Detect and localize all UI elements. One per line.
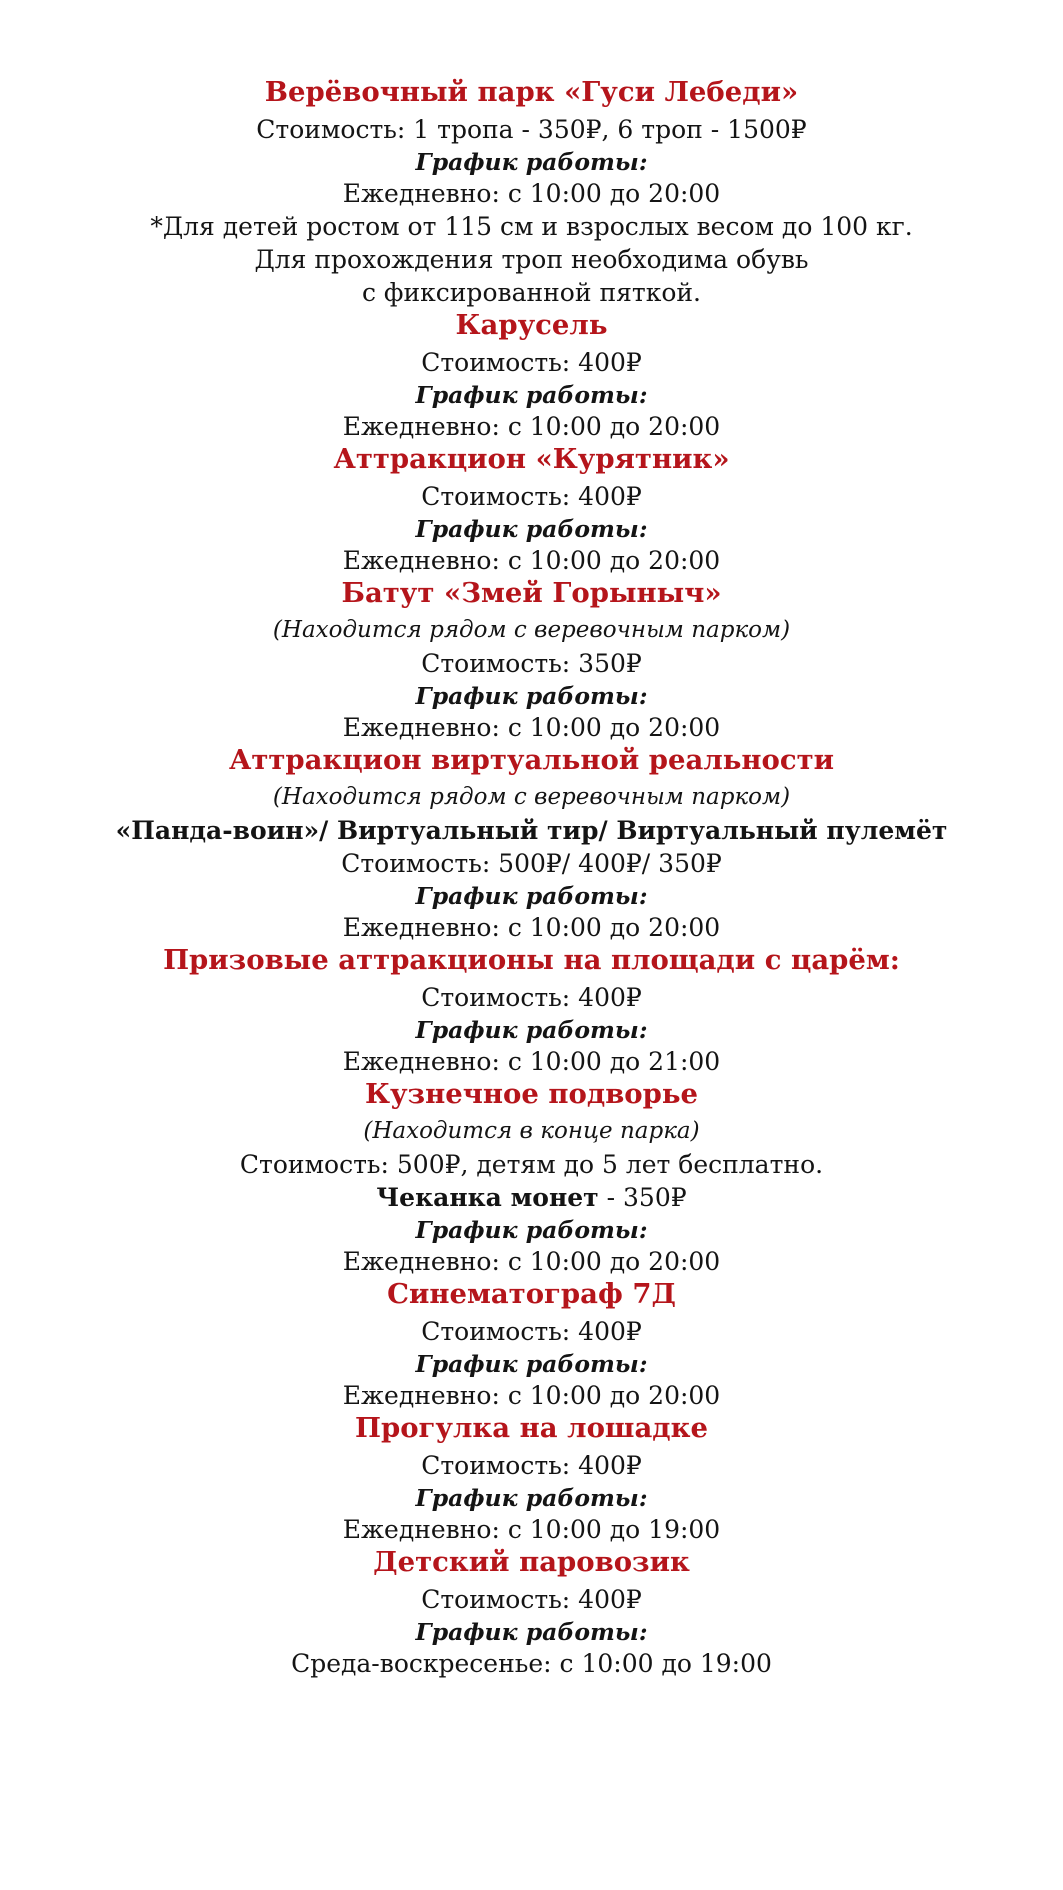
schedule-label: График работы: (415, 1484, 648, 1512)
price-text: Стоимость: 400₽ (421, 482, 642, 511)
section-title: Верёвочный парк «Гуси Лебеди» (264, 76, 799, 108)
hours-text: Ежедневно: с 10:00 до 19:00 (342, 1515, 721, 1544)
section-cinematograph (0, 1278, 1063, 1412)
section-title: Прогулка на лошадке (355, 1412, 708, 1444)
hours-text: Среда-воскресенье: с 10:00 до 19:00 (291, 1649, 772, 1678)
price-text: Стоимость: 400₽ (421, 1451, 642, 1480)
price-text: Стоимость: 400₽ (421, 983, 642, 1012)
section-title: Кузнечное подворье (364, 1078, 699, 1110)
section-chicken-coop (0, 443, 1063, 577)
section-pony-ride (0, 1412, 1063, 1546)
hours-text: Ежедневно: с 10:00 до 20:00 (342, 1381, 721, 1410)
section-title: Батут «Змей Горыныч» (341, 577, 722, 609)
location-note: (Находится в конце парка) (363, 1118, 700, 1144)
schedule-label: График работы: (415, 1350, 648, 1378)
hours-text: Ежедневно: с 10:00 до 20:00 (342, 713, 721, 742)
hours-text: Ежедневно: с 10:00 до 20:00 (342, 913, 721, 942)
section-blacksmith-yard (0, 1078, 1063, 1278)
section-title: Призовые аттракционы на площади с царём: (163, 944, 900, 976)
hours-text: Ежедневно: с 10:00 до 20:00 (342, 179, 721, 208)
schedule-label: График работы: (415, 515, 648, 543)
price-text: Стоимость: 400₽ (421, 1317, 642, 1346)
hours-text: Ежедневно: с 10:00 до 20:00 (342, 1247, 721, 1276)
price-text: Стоимость: 400₽ (421, 348, 642, 377)
price-text: Стоимость: 400₽ (421, 1585, 642, 1614)
section-trampoline (0, 577, 1063, 744)
price-text: Стоимость: 500₽, детям до 5 лет бесплатно. (239, 1150, 824, 1179)
section-virtual-reality (0, 744, 1063, 944)
section-prize-attractions (0, 944, 1063, 1078)
schedule-label: График работы: (415, 1618, 648, 1646)
schedule-label: График работы: (415, 682, 648, 710)
section-rope-park (0, 76, 1063, 309)
section-title: Аттракцион «Курятник» (333, 443, 730, 475)
location-note: (Находится рядом с веревочным парком) (272, 784, 791, 810)
schedule-label: График работы: (415, 148, 648, 176)
schedule-label: График работы: (415, 381, 648, 409)
hours-text: Ежедневно: с 10:00 до 21:00 (342, 1047, 721, 1076)
shoes-note: Для прохождения троп необходима обувь (254, 245, 809, 274)
section-title: Синематограф 7Д (387, 1278, 676, 1310)
coin-minting-line (0, 1181, 1063, 1214)
section-carousel (0, 309, 1063, 443)
schedule-label: График работы: (415, 1016, 648, 1044)
restriction-note: *Для детей ростом от 115 см и взрослых весом до 100 кг. (150, 212, 913, 241)
section-kids-train (0, 1546, 1063, 1680)
location-note: (Находится рядом с веревочным парком) (272, 617, 791, 643)
coin-minting-label: Чеканка монет (376, 1183, 599, 1212)
games-list: «Панда-воин»/ Виртуальный тир/ Виртуальный пулемёт (115, 816, 948, 845)
price-text: Стоимость: 350₽ (421, 649, 642, 678)
hours-text: Ежедневно: с 10:00 до 20:00 (342, 546, 721, 575)
hours-text: Ежедневно: с 10:00 до 20:00 (342, 412, 721, 441)
price-text: Стоимость: 500₽/ 400₽/ 350₽ (341, 849, 722, 878)
shoes-note-continued: с фиксированной пяткой. (361, 278, 702, 307)
section-title: Аттракцион виртуальной реальности (228, 744, 835, 776)
schedule-label: График работы: (415, 1216, 648, 1244)
coin-minting-price: - 350₽ (598, 1183, 687, 1212)
section-title: Карусель (455, 309, 608, 341)
schedule-label: График работы: (415, 882, 648, 910)
price-text: Стоимость: 1 тропа - 350₽, 6 троп - 1500₽ (256, 115, 807, 144)
section-title: Детский паровозик (373, 1546, 690, 1578)
